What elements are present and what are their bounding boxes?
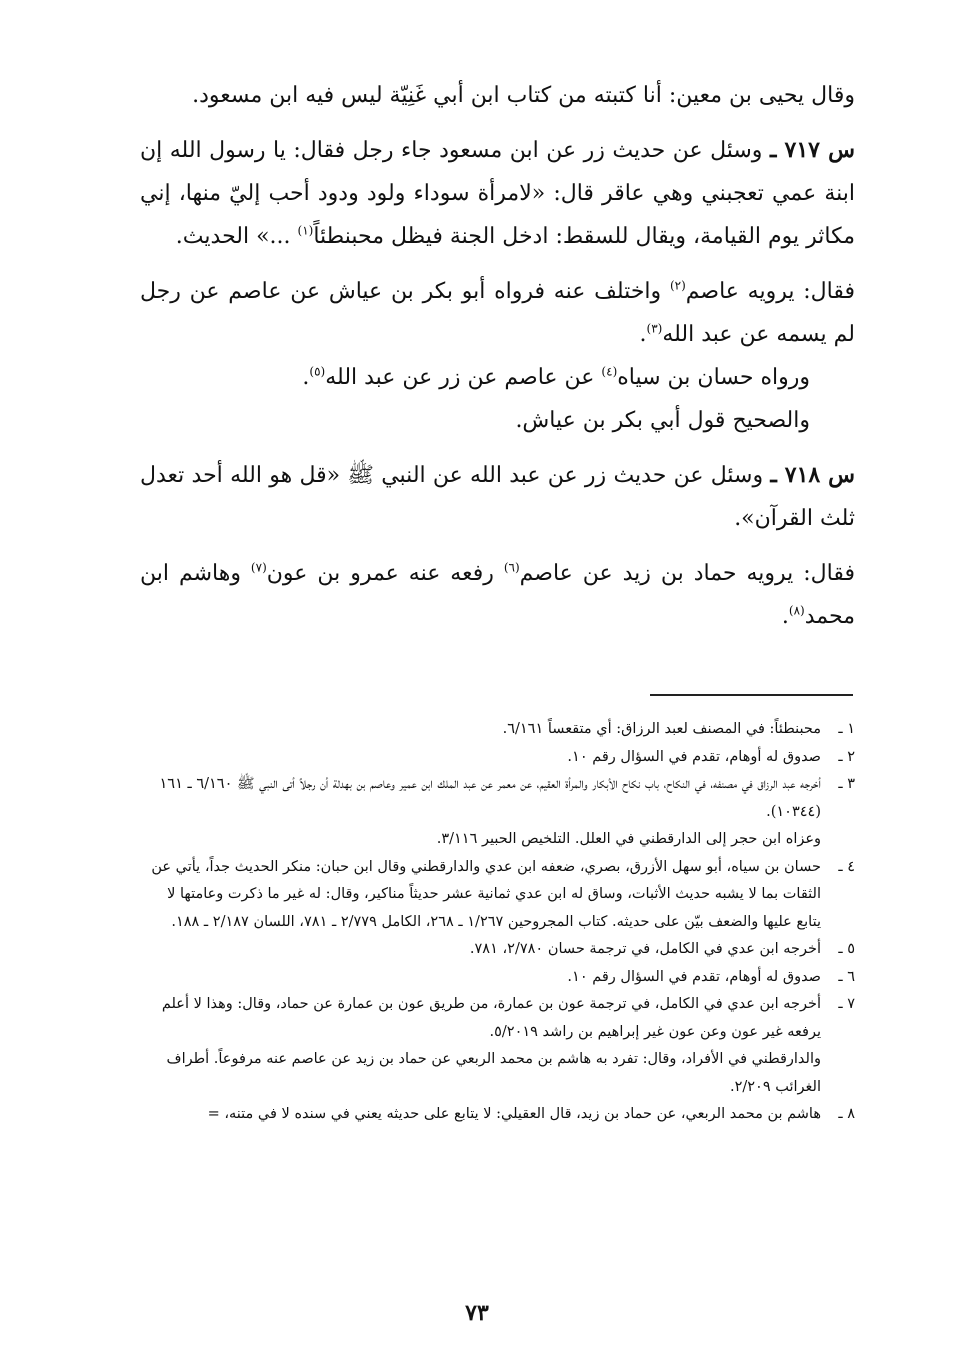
footnote-body [140, 716, 821, 744]
answer-text: فقال: يرويه عاصم [685, 279, 855, 304]
footnote-item [140, 936, 855, 964]
footnote-body [140, 854, 821, 937]
footnote-ref: (٤) [601, 364, 618, 379]
question-717 [140, 129, 855, 258]
footnotes [140, 716, 855, 1129]
footnote-item [140, 854, 855, 937]
footnote-item [140, 744, 855, 772]
question-text: وسئل عن حديث زر عن عبد الله عن النبي ﷺ «قل هو الله أحد تعدل ثلث القرآن». [140, 463, 855, 531]
question-number: س ٧١٨ ـ [770, 462, 856, 488]
riwaya-hassan [140, 356, 855, 399]
paragraph-yahya: وقال يحيى بن معين: أنا كتبته من كتاب ابن أبي غَنِيّة ليس فيه ابن مسعود. [192, 83, 855, 108]
footnote-ref: (٨) [788, 603, 805, 618]
footnote-ref: (٥) [309, 364, 326, 379]
answer-text: رفعه عنه عمرو بن عون [266, 561, 504, 586]
footnote-line: محبنطئاً: في المصنف لعبد الرزاق: أي متقعساً ٦/١٦١. [502, 721, 821, 737]
sahih-statement: والصحيح قول أبي بكر بن عياش. [515, 408, 810, 433]
footnote-line: وعزاه ابن حجر إلى الدارقطني في العلل. التلخيص الحبير ٣/١١٦. [436, 831, 821, 847]
riwaya-text: . [302, 365, 310, 390]
answer-text: . [781, 604, 789, 629]
footnote-line: أخرجه عبد الرزاق في مصنفه، في النكاح، باب نكاح الأبكار والمرأة العقيم، عن معمر عن عبد الملك ابن عمير وعاصم بن بهدلة أن رجلاً أتى النبي ﷺ ٦/١٦٠ ـ ١٦١ (١٠٣٤٤). [159, 776, 821, 820]
footnote-number: ٤ ـ [838, 858, 855, 875]
footnote-line: أخرجه ابن عدي في الكامل، في ترجمة حسان ٢/٧٨٠، ٧٨١. [469, 941, 821, 957]
footnote-ref: (٢) [669, 278, 686, 293]
footnote-body [140, 991, 821, 1101]
footnote-body [140, 1101, 821, 1129]
answer-text: واختلف عنه فرواه أبو بكر بن عياش عن عاصم عن رجل لم يسمه عن عبد الله [140, 279, 855, 347]
footnote-ref: (٣) [646, 321, 663, 336]
question-number: س ٧١٧ ـ [769, 137, 856, 163]
footnote-number: ١ ـ [838, 721, 855, 737]
main-text [140, 74, 855, 638]
footnote-item [140, 964, 855, 992]
answer-717 [140, 270, 855, 356]
answer-text: وهاشم ابن محمد [140, 561, 855, 629]
footnote-line: صدوق له أوهام، تقدم في السؤال رقم ١٠. [567, 968, 821, 985]
footnote-ref: (٧) [250, 560, 267, 575]
footnote-item [140, 991, 855, 1101]
footnote-number: ٧ ـ [838, 996, 855, 1012]
question-text-end: ...» الحديث. [175, 224, 298, 249]
footnote-number: ٥ ـ [838, 941, 855, 957]
footnote-ref: (١) [297, 223, 314, 238]
footnote-ref: (٦) [503, 560, 520, 575]
riwaya-text: عن عاصم عن زر عن عبد الله [325, 365, 602, 390]
answer-text: فقال: يرويه حماد بن زيد عن عاصم [519, 561, 855, 586]
footnote-item [140, 716, 855, 744]
footnote-line: صدوق له أوهام، تقدم في السؤال رقم ١٠. [567, 748, 821, 765]
footnote-number: ٨ ـ [838, 1106, 855, 1122]
footnote-body [140, 771, 821, 854]
page-number: ٧٣ [465, 1300, 489, 1326]
footnote-line: أخرجه ابن عدي في الكامل، في ترجمة عون بن عمارة، من طريق عون بن عمارة عن حماد، وقال: وهذا لا أعلم يرفعه غير عون وعن عون غير إبراهيم بن راشد ٥/٢٠١٩. [161, 996, 821, 1040]
question-text: وسئل عن حديث زر عن ابن مسعود جاء رجل فقال: يا رسول الله إن ابنة عمي تعجبني وهي عاقر قال: «لامرأة سوداء ولود ودود أحب إليّ منها، إني مكاثر يوم القيامة، ويقال للسقط: ادخل الجنة فيظل محبنطئاً [140, 138, 855, 249]
answer-718 [140, 552, 855, 638]
riwaya-text: ورواه حسان بن سياه [617, 365, 810, 390]
footnote-divider [650, 694, 853, 696]
footnote-item [140, 1101, 855, 1129]
question-718 [140, 454, 855, 540]
footnote-line: والدارقطني في الأفراد، وقال: تفرد به هاشم بن محمد الربعي عن حماد بن زيد عن عاصم عنه مرفوعاً. أطراف الغرائب ٢/٢٠٩. [166, 1051, 821, 1095]
footnote-body [140, 744, 821, 772]
footnote-line: حسان بن سياه، أبو سهل الأزرق، بصري، ضعفه ابن عدي والدارقطني وقال ابن حبان: منكر الحديث جداً، يأتي عن الثقات بما لا يشبه حديث الأثبات، وساق له ابن عدي ثمانية عشر حديثاً مناكير، وقال: له غير ما ذكرت وعامتها لا يتابع عليها والضعف بيّن على حديثه. كتاب المجروحين ١/٢٦٧ ـ ٢٦٨، الكامل ٢/٧٧٩ ـ ٧٨١، اللسان ٢/١٨٧ ـ ١٨٨. [151, 858, 821, 930]
footnote-number: ٦ ـ [838, 968, 855, 985]
footnote-number: ٢ ـ [838, 748, 855, 765]
answer-text: . [639, 322, 647, 347]
footnote-item [140, 771, 855, 854]
footnote-body [140, 936, 821, 964]
footnote-number: ٣ ـ [838, 776, 855, 792]
footnote-line: هاشم بن محمد الربعي، عن حماد بن زيد، قال العقيلي: لا يتابع على حديثه يعني في سنده لا في متنه، = [207, 1106, 821, 1122]
footnote-body [140, 964, 821, 992]
